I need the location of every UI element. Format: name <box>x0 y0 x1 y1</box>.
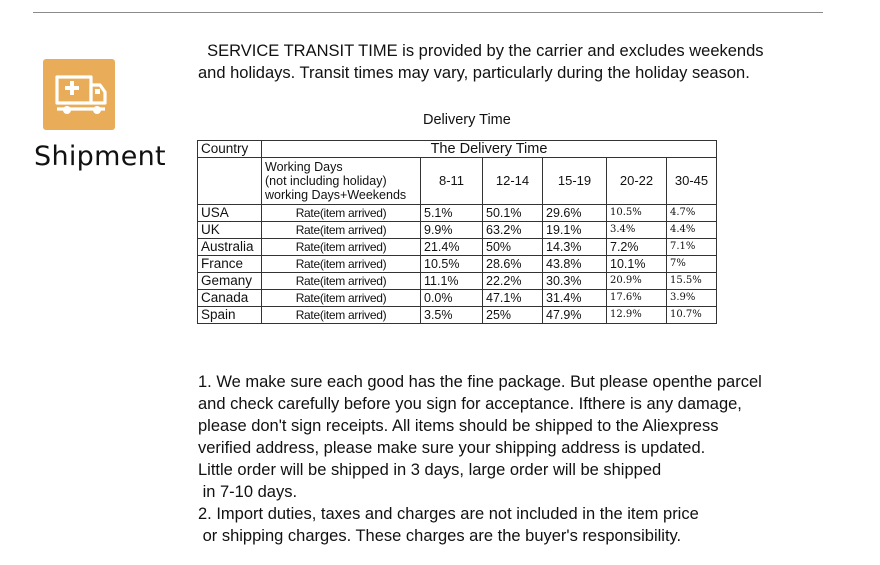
rate-label-cell: Rate(item arrived) <box>262 239 421 256</box>
note-line: 2. Import duties, taxes and charges are not included in the item price <box>198 505 699 523</box>
value-cell: 22.2% <box>483 273 543 290</box>
value-cell: 50% <box>483 239 543 256</box>
value-cell: 10.5% <box>421 256 483 273</box>
country-header: Country <box>198 141 262 158</box>
table-row <box>198 205 717 222</box>
country-cell: USA <box>198 205 262 222</box>
table-row <box>198 307 717 324</box>
table-caption: Delivery Time <box>423 112 511 128</box>
table-subheader-row <box>198 158 717 205</box>
value-cell: 50.1% <box>483 205 543 222</box>
working-days-line: working Days+Weekends <box>265 188 407 202</box>
transit-time-intro <box>198 40 838 84</box>
value-cell: 12.9% <box>607 307 667 324</box>
value-cell: 28.6% <box>483 256 543 273</box>
value-cell: 7.1% <box>667 239 717 256</box>
value-cell: 17.6% <box>607 290 667 307</box>
value-cell: 3.9% <box>667 290 717 307</box>
value-cell: 63.2% <box>483 222 543 239</box>
range-header: 15-19 <box>543 158 607 205</box>
table-row <box>198 256 717 273</box>
value-cell: 20.9% <box>607 273 667 290</box>
value-cell: 4.7% <box>667 205 717 222</box>
note-line: and check carefully before you sign for acceptance. Ifthere is any damage, <box>198 395 742 413</box>
rate-label-cell: Rate(item arrived) <box>262 273 421 290</box>
rate-label-cell: Rate(item arrived) <box>262 222 421 239</box>
rate-label-cell: Rate(item arrived) <box>262 290 421 307</box>
value-cell: 5.1% <box>421 205 483 222</box>
empty-cell <box>198 158 262 205</box>
value-cell: 47.1% <box>483 290 543 307</box>
rate-label-cell: Rate(item arrived) <box>262 256 421 273</box>
note-line: in 7-10 days. <box>198 483 298 501</box>
value-cell: 7.2% <box>607 239 667 256</box>
country-cell: France <box>198 256 262 273</box>
value-cell: 9.9% <box>421 222 483 239</box>
shipment-icon-tile <box>43 59 115 130</box>
working-days-header <box>262 158 421 205</box>
intro-line: and holidays. Transit times may vary, particularly during the holiday season. <box>198 64 750 82</box>
value-cell: 31.4% <box>543 290 607 307</box>
value-cell: 15.5% <box>667 273 717 290</box>
delivery-time-table <box>197 140 717 324</box>
country-cell: Australia <box>198 239 262 256</box>
delivery-time-header: The Delivery Time <box>262 141 717 158</box>
value-cell: 3.5% <box>421 307 483 324</box>
table-row <box>198 273 717 290</box>
value-cell: 10.7% <box>667 307 717 324</box>
intro-line: SERVICE TRANSIT TIME is provided by the carrier and excludes weekends <box>198 42 764 60</box>
value-cell: 19.1% <box>543 222 607 239</box>
value-cell: 0.0% <box>421 290 483 307</box>
value-cell: 43.8% <box>543 256 607 273</box>
note-line: please don't sign receipts. All items should be shipped to the Aliexpress <box>198 417 719 435</box>
value-cell: 10.5% <box>607 205 667 222</box>
note-line: 1. We make sure each good has the fine package. But please openthe parcel <box>198 373 762 391</box>
table-row <box>198 222 717 239</box>
note-line: verified address, please make sure your shipping address is updated. <box>198 439 706 457</box>
range-header: 8-11 <box>421 158 483 205</box>
table-header-row <box>198 141 717 158</box>
country-cell: Spain <box>198 307 262 324</box>
value-cell: 47.9% <box>543 307 607 324</box>
top-divider <box>33 12 823 13</box>
ambulance-truck-icon <box>43 59 115 130</box>
value-cell: 14.3% <box>543 239 607 256</box>
table-row <box>198 290 717 307</box>
value-cell: 7% <box>667 256 717 273</box>
note-line: Little order will be shipped in 3 days, large order will be shipped <box>198 461 662 479</box>
rate-label-cell: Rate(item arrived) <box>262 205 421 222</box>
rate-label-cell: Rate(item arrived) <box>262 307 421 324</box>
shipment-title: Shipment <box>34 141 166 172</box>
country-cell: Gemany <box>198 273 262 290</box>
table-row <box>198 239 717 256</box>
value-cell: 11.1% <box>421 273 483 290</box>
range-header: 30-45 <box>667 158 717 205</box>
value-cell: 3.4% <box>607 222 667 239</box>
range-header: 20-22 <box>607 158 667 205</box>
country-cell: Canada <box>198 290 262 307</box>
range-header: 12-14 <box>483 158 543 205</box>
shipping-notes <box>198 371 858 547</box>
working-days-line: Working Days <box>265 160 343 174</box>
value-cell: 29.6% <box>543 205 607 222</box>
value-cell: 25% <box>483 307 543 324</box>
value-cell: 30.3% <box>543 273 607 290</box>
value-cell: 21.4% <box>421 239 483 256</box>
value-cell: 4.4% <box>667 222 717 239</box>
working-days-line: (not including holiday) <box>265 174 387 188</box>
value-cell: 10.1% <box>607 256 667 273</box>
country-cell: UK <box>198 222 262 239</box>
note-line: or shipping charges. These charges are the buyer's responsibility. <box>198 527 682 545</box>
